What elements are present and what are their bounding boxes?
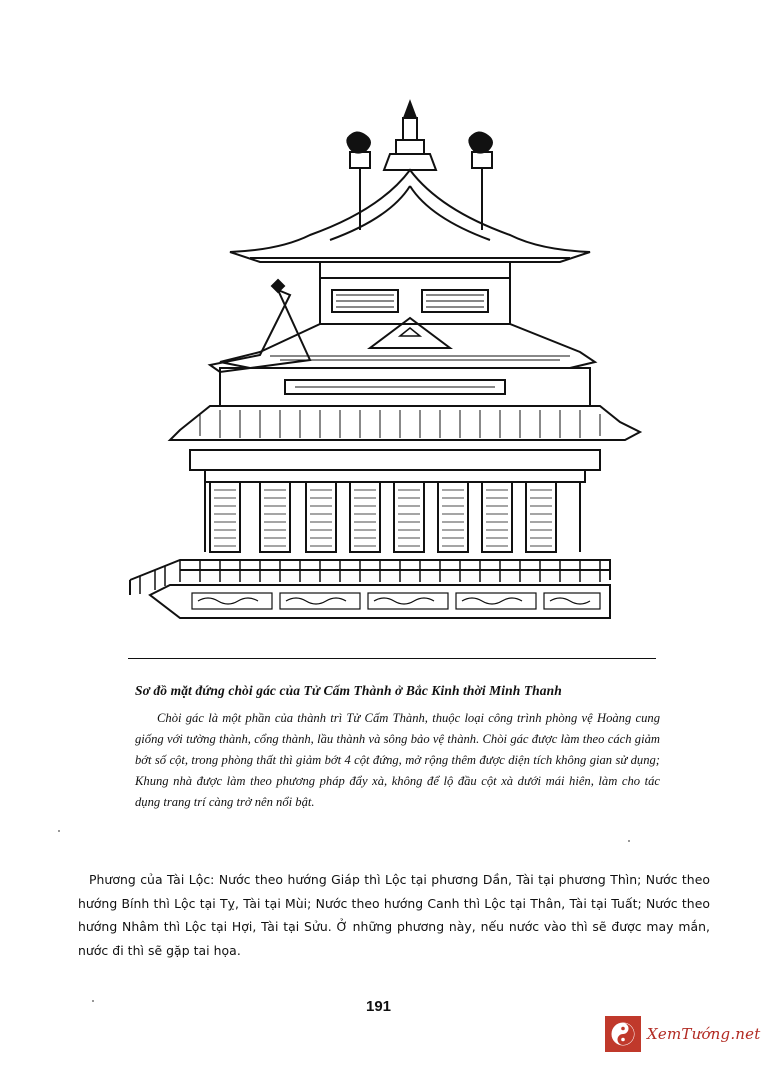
scan-speck <box>58 830 60 832</box>
left-dragon-ornament <box>347 132 370 168</box>
figure-caption-body: Chòi gác là một phần của thành trì Tử Cấm Thành, thuộc loại công trình phòng vệ Hoàng cung giống với tường thành, cổng thành, lầu thành và sông bảo vệ thành. Chòi gác được làm theo cách giảm bớt số cột, trong phòng thất thì giảm bớt 4 cột đứng, mở rộng thêm được diện tích không gian sử dụng; Khung nhà được làm theo phương pháp đẩy xà, không để lộ đầu cột xà dưới mái hiên, làm cho tác dụng trang trí càng trở nên nổi bật. <box>135 711 660 809</box>
watermark <box>605 1014 760 1054</box>
yin-yang-icon <box>605 1016 641 1052</box>
scan-speck <box>92 1000 94 1002</box>
scan-speck <box>628 840 630 842</box>
watchtower-illustration <box>110 90 670 650</box>
figure-caption-title: Sơ đồ mặt đứng chòi gác của Tử Cấm Thành ở Bắc Kinh thời Minh Thanh <box>135 683 562 698</box>
caption-divider <box>128 658 656 659</box>
page-number: 191 <box>366 998 392 1015</box>
right-dragon-ornament <box>469 132 492 168</box>
body-paragraph: Phương của Tài Lộc: Nước theo hướng Giáp thì Lộc tại phương Dần, Tài tại phương Thìn; Nước theo hướng Bính thì Lộc tại Tỵ, Tài tại Mùi; Nước theo hướng Canh thì Lộc tại Thân, Tài tại Tuất; Nước theo hướng Nhâm thì Lộc tại Hợi, Tài tại Sửu. Ở những phương này, nếu nước vào thì sẽ được may mắn, nước đi thì sẽ gặp tai họa. <box>78 872 710 958</box>
watermark-text: XemTướng.net <box>647 1025 761 1043</box>
